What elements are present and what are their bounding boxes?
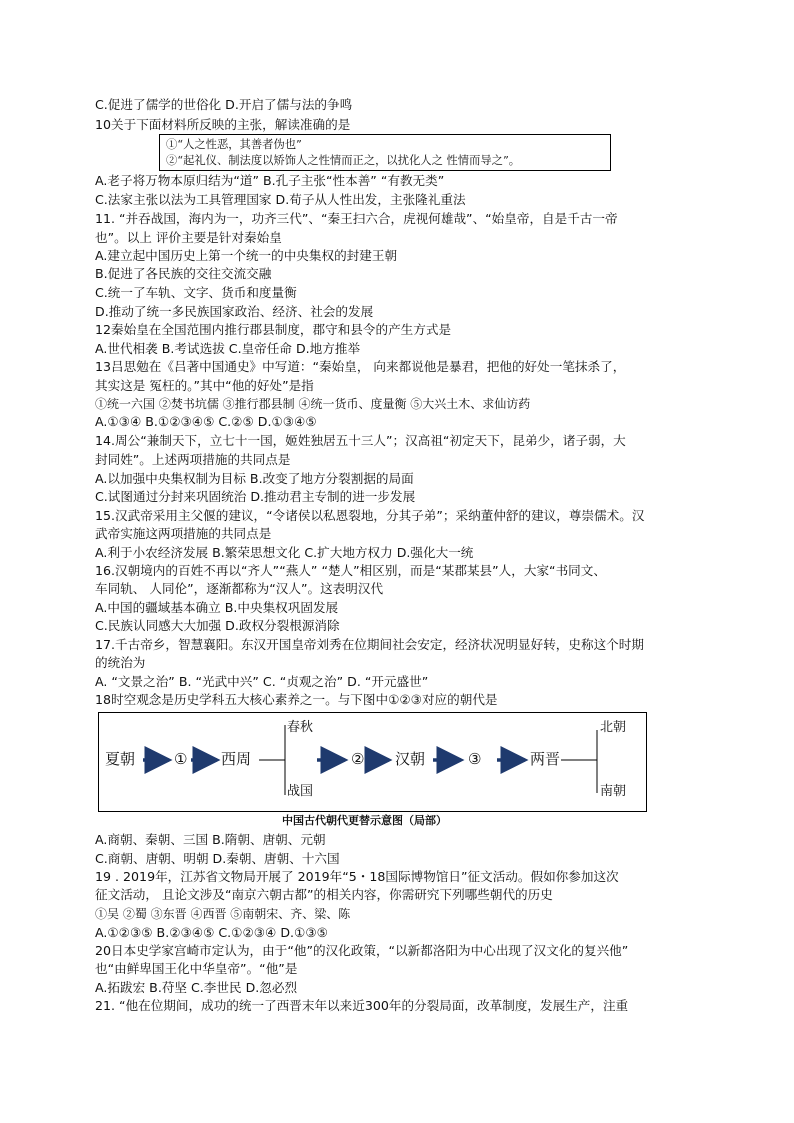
diagram-caption: 中国古代朝代更替示意图（局部） [282,814,447,827]
q13-stem-2: 其实这是 冤枉的。”其中“他的好处”是指 [95,378,314,393]
label-circle-2: ② [351,750,365,768]
label-zhanguo: 战国 [287,784,314,799]
q15-options: A.利于小农经济发展 B.繁荣思想文化 C.扩大地方权力 D.强化大一统 [95,545,474,560]
q19-stem-2: 征文活动， 且论文涉及“南京六朝古都”的相关内容，你需研究下列哪些朝代的历史 [95,887,553,902]
q12-stem: 12秦始皇在全国范围内推行郡县制度，郡守和县令的产生方式是 [95,322,452,337]
q11-option-a: A.建立起中国历史上第一个统一的中央集权的封建王朝 [95,248,398,263]
q19-options: A.①②③⑤ B.②③④⑤ C.①②③④ D.①③⑤ [95,925,328,940]
q19-stem-1: 19 . 2019年，江苏省文物局开展了 2019年“5・18国际博物馆日”征文活动。假如你参加这次 [95,869,619,884]
q10-quote-2: ②“起礼仪、制法度以矫饰人之性情而正之，以扰化人之 性情而导之”。 [166,154,521,167]
q10-quote-1: ①“人之性恶，其善者伪也” [166,138,302,151]
q12-options: A.世代相袭 B.考试选拔 C.皇帝任命 D.地方推举 [95,341,361,356]
q13-options: A.①③④ B.①②③④⑤ C.②⑤ D.①③④⑤ [95,414,317,429]
q14-stem-1: 14.周公“兼制天下，立七十一国，姬姓独居五十三人”；汉高祖“初定天下，昆弟少，诸子弱，大 [95,433,626,448]
q9-options-cd: C.促进了儒学的世俗化 D.开启了儒与法的争鸣 [95,97,353,112]
label-chunqiu: 春秋 [287,720,314,735]
q15-stem-1: 15.汉武帝采用主父偃的建议，“令诸侯以私恩裂地，分其子弟”；采纳董仲舒的建议，尊崇儒术。汉 [95,508,645,523]
beichao-nanchao-bracket [561,730,597,793]
q14-options-cd: C.试图通过分封来巩固统治 D.推动君主专制的进一步发展 [95,489,416,504]
q19-items: ①吴 ②蜀 ③东晋 ④西晋 ⑤南朝宋、齐、梁、陈 [95,907,351,921]
q16-options-cd: C.民族认同感大大加强 D.政权分裂根源消除 [95,618,340,633]
label-liangjin: 两晋 [530,750,561,768]
q21-stem-1: 21. “他在位期间，成功的统一了西晋末年以来近300年的分裂局面，改革制度，发展生产，注重 [95,998,629,1013]
q10-stem: 10关于下面材料所反映的主张，解读准确的是 [95,117,351,132]
label-circle-3: ③ [468,750,482,768]
q14-options-ab: A.以加强中央集权制为目标 B.改变了地方分裂割据的局面 [95,471,414,486]
q11-option-b: B.促进了各民族的交往交流交融 [95,266,272,281]
label-hanzhao: 汉朝 [395,750,426,768]
chunqiu-zhanguo-bracket [259,725,285,795]
q10-material-box [159,134,611,171]
q16-stem-2: 车同轨、 人同伦”，逐渐都称为“汉人”。这表明汉代 [95,581,384,596]
q17-stem-2: 的统治为 [95,655,146,670]
q10-options-cd: C.法家主张以法为工具管理国家 D.荀子从人性出发，主张隆礼重法 [95,192,466,207]
q11-stem-2: 也”。以上 评价主要是针对秦始皇 [95,230,282,245]
q18-stem: 18时空观念是历史学科五大核心素养之一。与下图中①②③对应的朝代是 [95,692,498,707]
label-nanchao: 南朝 [600,784,627,799]
q13-items: ①统一六国 ②焚书坑儒 ③推行郡县制 ④统一货币、度量衡 ⑤大兴土木、求仙访药 [95,397,531,411]
q18-options-cd: C.商朝、唐朝、明朝 D.秦朝、唐朝、十六国 [95,851,340,866]
q11-stem-1: 11. “并吞战国，海内为一，功齐三代”、“秦王扫六合，虎视何雄哉”、“始皇帝，自是千古一帝 [95,211,618,226]
label-beichao: 北朝 [600,720,627,735]
q20-stem-2: 也“由鲜卑国王化中华皇帝”。“他”是 [95,961,298,976]
label-xiazhao: 夏朝 [105,750,136,768]
q17-options: A. “文景之治” B. “光武中兴” C. “贞观之治” D. “开元盛世” [95,674,429,689]
q13-stem-1: 13吕思勉在《吕著中国通史》中写道：“秦始皇， 向来都说他是暴君，把他的好处一笔抹杀了， [95,359,626,374]
q10-options-ab: A.老子将万物本原归结为“道” B.孔子主张“性本善” “有教无类” [95,173,445,188]
q16-stem-1: 16.汉朝境内的百姓不再以“齐人”“燕人” “楚人”相区别，而是“某郡某县”人，大家“书同文、 [95,563,606,578]
q20-stem-1: 20日本史学家宫崎市定认为，由于“他”的汉化政策，“以新都洛阳为中心出现了汉文化的复兴他” [95,943,629,958]
q16-options-ab: A.中国的疆域基本确立 B.中央集权巩固发展 [95,600,339,615]
q17-stem-1: 17.千古帝乡，智慧襄阳。东汉开国皇帝刘秀在位期间社会安定，经济状况明显好转，史称这个时期 [95,637,644,652]
dynasty-succession-diagram [98,712,647,812]
q11-option-d: D.推动了统一多民族国家政治、经济、社会的发展 [95,304,374,319]
label-xizhou: 西周 [221,750,252,768]
q20-options: A.拓跋宏 B.苻坚 C.李世民 D.忽必烈 [95,980,298,995]
q15-stem-2: 武帝实施这两项措施的共同点是 [95,526,272,541]
q14-stem-2: 封同姓”。上述两项措施的共同点是 [95,452,291,467]
label-circle-1: ① [174,750,188,768]
q11-option-c: C.统一了车轨、文字、货币和度量衡 [95,285,297,300]
q18-options-ab: A.商朝、秦朝、三国 B.隋朝、唐朝、元朝 [95,832,326,847]
